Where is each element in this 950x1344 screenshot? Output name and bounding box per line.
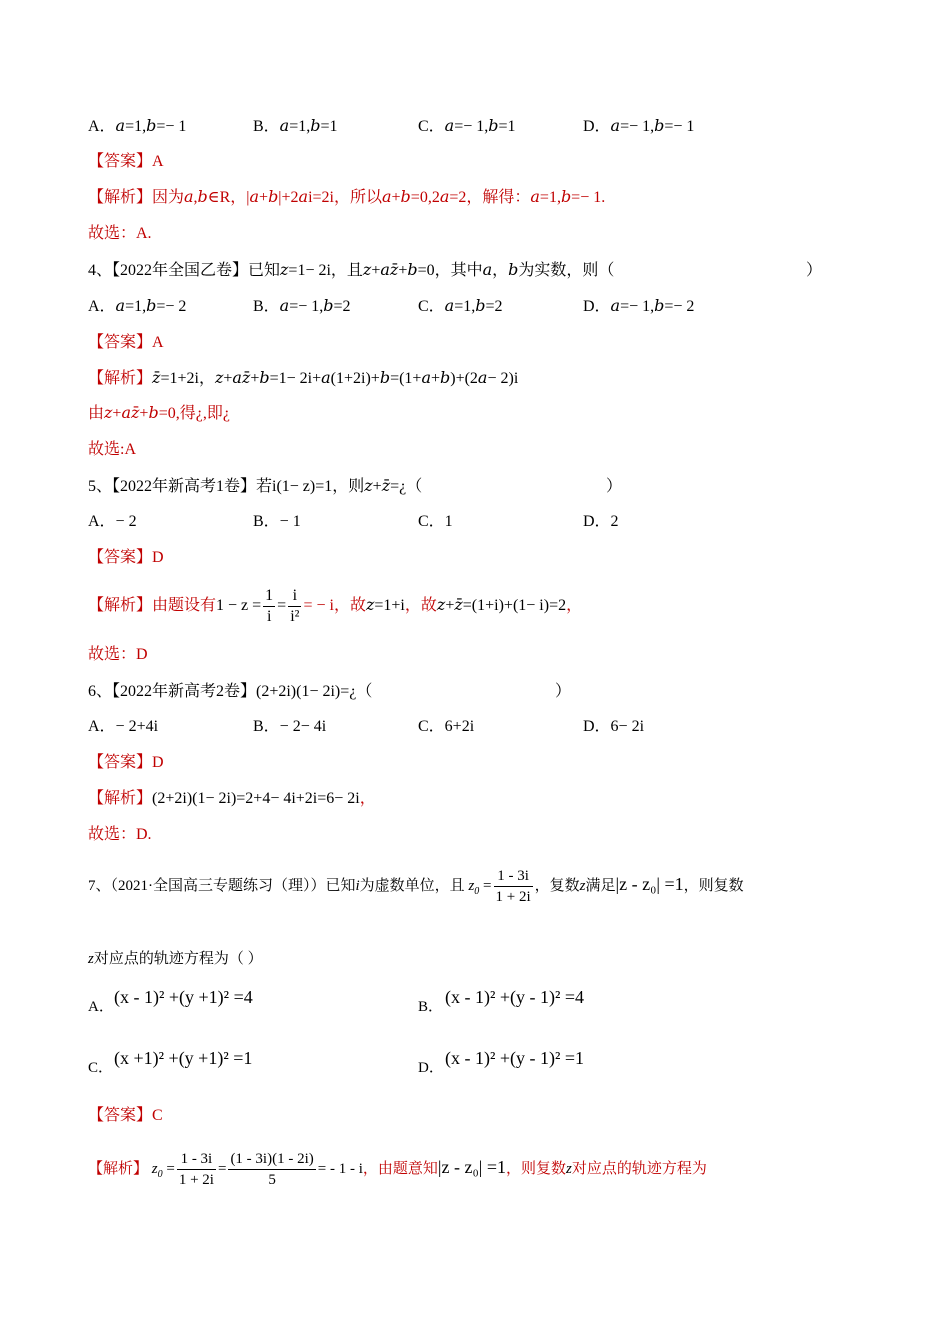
q7-stem-e: ，则复数 [683,878,744,894]
q6-analysis-text: (2+2i)(1− 2i)=2+4− 4i+2i=6− 2i [152,790,360,807]
q5-option-d: D．2 [583,513,619,530]
q4-analysis [88,368,518,390]
q7-option-a: (x - 1)² +(y +1)² =4 [114,987,253,1007]
q5-analysis [88,584,582,628]
q5-frac-2-den: i² [290,607,300,625]
q7-option-c: (x +1)² +(y +1)² =1 [114,1048,253,1068]
q5-stem [88,476,422,498]
q6-analysis-label: 【解析】 [88,790,153,807]
q7-frac [494,866,533,907]
q4-option-a: A．𝑎=1,𝑏=− 2 [88,298,187,315]
q7-option-d: (x - 1)² +(y - 1)² =1 [445,1048,585,1068]
q5-paren-close: ） [606,478,623,495]
q7-option-b-label: B． [418,999,444,1015]
q7-stem2-z: z [88,951,94,967]
q7-frac-num: 1 - 3i [494,866,533,887]
q7-ana-frac-2-den: 5 [268,1172,276,1189]
q4-option-b: B．𝑎=− 1,𝑏=2 [253,298,351,315]
q5-analysis-lhs: 1 − z = [216,597,262,614]
q4-analysis-label: 【解析】 [88,370,153,387]
q7-stem-2 [88,948,263,970]
q5-frac-2 [288,586,301,627]
q3-option-b: B．𝑎=1,𝑏=1 [253,118,338,135]
q5-frac-1-den: i [266,607,272,625]
q6-option-c: C．6+2i [418,718,475,735]
q5-answer: 【答案】D [88,549,164,566]
q5-frac-1 [263,586,275,627]
q5-option-a: A．− 2 [88,513,137,530]
q6-analysis-end: ， [359,790,376,807]
q7-ana-z0: $z_0$ [151,1161,163,1180]
q5-frac-1-num: 1 [263,586,275,607]
q4-analysis-text: 𝑧̄=1+2i，𝑧+𝑎𝑧̄+𝑏=1− 2i+𝑎(1+2i)+𝑏=(1+𝑎+𝑏)+(2𝑎− 2)i [152,370,519,387]
q7-option-d-label: D． [418,1060,444,1076]
q7-ana-abs: |z - z₀| =1 [437,1157,506,1177]
q7-stem-b: 为虚数单位，且 [359,878,465,894]
q7-stem-z: z [579,878,586,894]
q7-answer: 【答案】C [88,1107,163,1124]
q7-abs: |z - z₀| =1 [615,874,684,894]
q7-ana-result: = - 1 - i [317,1161,363,1177]
q5-analysis-rest-3: ，故 [404,597,437,614]
q3-option-a: A．𝑎=1,𝑏=− 1 [88,118,187,135]
q4-stem-text: 4、【2022年全国乙卷】已知𝑧=1− 2i，且𝑧+𝑎𝑧̄+𝑏=0，其中𝑎，𝑏为实数，则（ [88,262,615,279]
q6-option-b: B．− 2− 4i [253,718,327,735]
q7-option-a-label: A． [88,999,114,1015]
q5-stem-text: 5、【2022年新高考1卷】若i(1− z)=1，则𝑧+𝑧̄=¿（ [88,478,423,495]
q4-choose: 故选:A [88,441,137,458]
q7-option-c-label: C． [88,1060,114,1076]
q5-eq: = [277,597,287,614]
q5-choose: 故选：D [88,646,148,663]
q4-option-c: C．𝑎=1,𝑏=2 [418,298,503,315]
q6-option-d: D．6− 2i [583,718,645,735]
q4-paren-close: ） [806,262,823,279]
q4-stem [88,260,614,282]
q7-z0: $z_0$ [468,878,480,897]
q7-stem2-text: 对应点的轨迹方程为（ ） [93,951,263,967]
q7-ana-text-1: ，由题意知 [362,1161,438,1177]
q6-choose: 故选：D. [88,826,152,843]
q4-analysis-2: 由𝑧+𝑎𝑧̄+𝑏=0,得¿,即¿ [88,405,230,422]
q7-ana-frac-1 [177,1149,216,1190]
q5-frac-2-num: i [288,586,301,607]
q5-option-b: B．− 1 [253,513,301,530]
q7-ana-frac-1-den: 1 + 2i [178,1172,214,1189]
q7-ana-frac-2-num: (1 - 3i)(1 - 2i) [228,1149,315,1170]
q7-stem-c: ，复数 [534,878,580,894]
q7-ana-z: z [566,1161,572,1177]
q5-analysis-rest-4: 𝑧+𝑧̄=(1+i)+(1− i)=2 [436,597,567,614]
q7-frac-den: 1 + 2i [495,889,531,906]
q6-option-a: A．− 2+4i [88,718,159,735]
q6-analysis [88,788,376,810]
q7-z0-text: z [468,878,475,894]
q3-option-c: C．𝑎=− 1,𝑏=1 [418,118,516,135]
q7-analysis: 【解析】 $z_0$ = $\frac{1 - 3i}{1 + 2i}$ = $\frac{(1 - 3i)(1 - 2i)}{5}$ = - 1 - i，由题意知|z - z₀| =1，则复数z对应点的轨迹方程为 [88,1151,707,1189]
q5-analysis-label: 【解析】由题设有 [88,597,217,614]
q7-option-b: (x - 1)² +(y - 1)² =4 [445,987,585,1007]
q7-ana-frac-1-num: 1 - 3i [177,1149,216,1170]
q3-option-d: D．𝑎=− 1,𝑏=− 1 [583,118,695,135]
q6-stem-text: 6、【2022年新高考2卷】(2+2i)(1− 2i)=¿（ [88,683,373,700]
q3-answer: 【答案】A [88,153,164,170]
q3-choose: 故选：A. [88,225,152,242]
q4-answer: 【答案】A [88,334,164,351]
q7-ana-text-3: 对应点的轨迹方程为 [571,1161,707,1177]
q7-ana-z0-text: z [151,1161,158,1177]
q4-option-d: D．𝑎=− 1,𝑏=− 2 [583,298,695,315]
q5-analysis-rest-1: = − i，故 [303,597,366,614]
q5-option-c: C．1 [418,513,453,530]
q7-ana-frac-2 [228,1149,315,1190]
q5-analysis-rest-2: 𝑧=1+i [365,597,405,614]
q6-stem [88,681,372,703]
q7-analysis-label: 【解析】 [88,1161,149,1177]
q7-stem-d: 满足 [585,878,616,894]
q6-answer: 【答案】D [88,754,164,771]
q5-analysis-rest-5: ， [566,597,583,614]
q6-paren-close: ） [555,683,572,700]
q3-analysis: 【解析】因为𝑎,𝑏∈R，|𝑎+𝑏|+2𝑎i=2i，所以𝑎+𝑏=0,2𝑎=2，解得：𝑎=1,𝑏=− 1. [88,189,606,206]
q7-stem: 7、（2021·全国高三专题练习（理））已知i为虚数单位，且 $z_0$ = $\frac{1 - 3i}{1 + 2i}$ ，复数z满足|z - z₀| =1，则复数 [88,868,744,906]
q7-stem-i: i [355,878,360,894]
q7-stem-a: 7、（2021·全国高三专题练习（理））已知 [88,878,356,894]
q7-ana-text-2: ，则复数 [506,1161,567,1177]
